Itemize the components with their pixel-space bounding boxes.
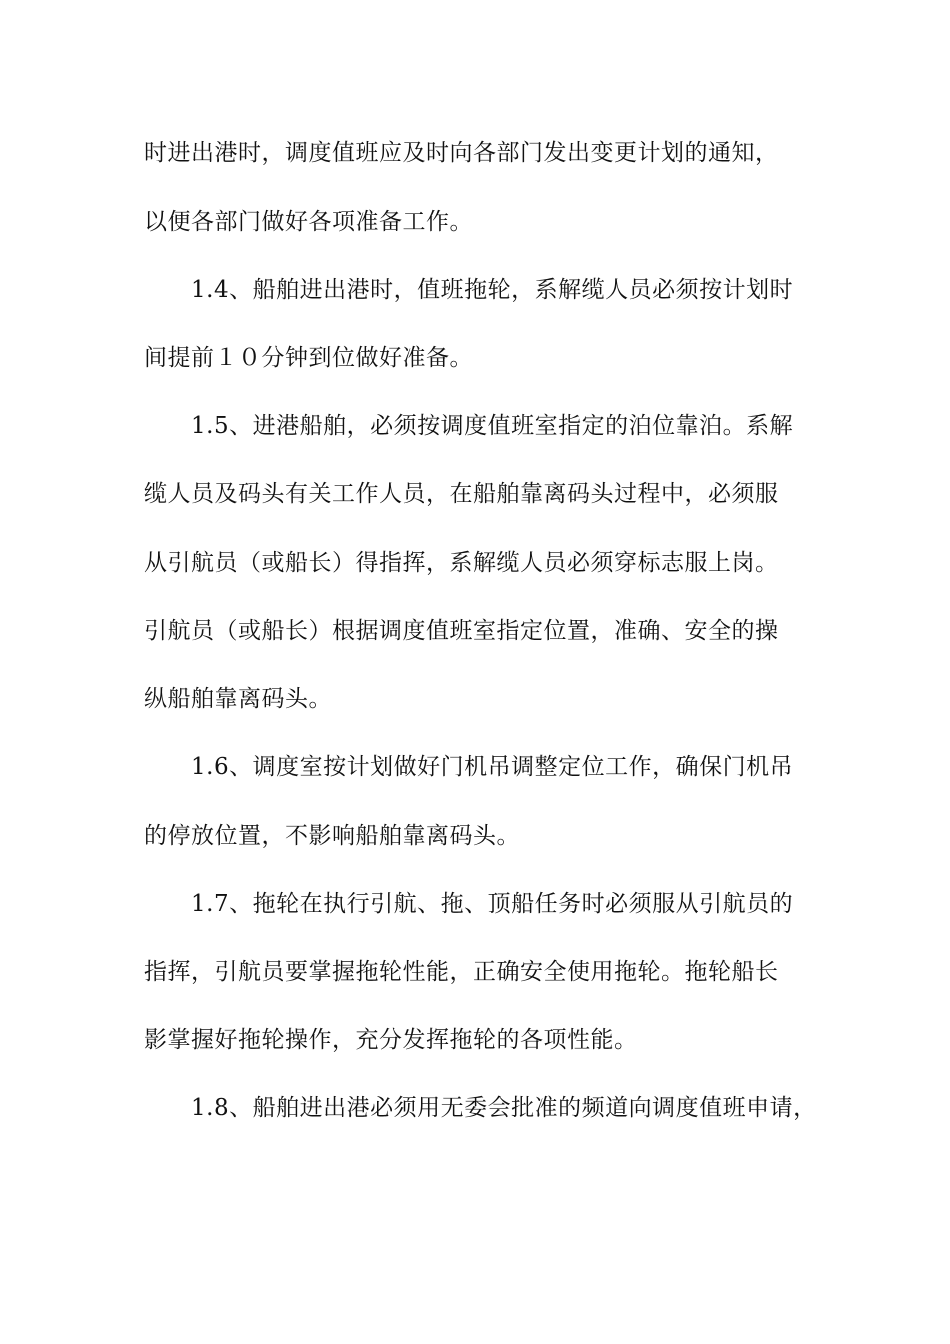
paragraph-1-6-line-1: 1.6、调度室按计划做好门机吊调整定位工作，确保门机吊 xyxy=(191,754,794,780)
paragraph-1-5-line-4: 引航员（或船长）根据调度值班室指定位置，准确、安全的操 xyxy=(144,618,779,644)
paragraph-1-6-line-2: 的停放位置，不影响船舶靠离码头。 xyxy=(144,823,520,849)
paragraph-1-5-line-2: 缆人员及码头有关工作人员，在船舶靠离码头过程中，必须服 xyxy=(144,481,779,507)
paragraph-1-5-line-1: 1.5、进港船舶，必须按调度值班室指定的泊位靠泊。系解 xyxy=(191,413,794,439)
paragraph-1-4-line-2: 间提前１０分钟到位做好准备。 xyxy=(144,345,473,371)
paragraph-1-7-line-2: 指挥，引航员要掌握拖轮性能，正确安全使用拖轮。拖轮船长 xyxy=(144,959,779,985)
paragraph-1-4-line-1: 1.4、船舶进出港时，值班拖轮，系解缆人员必须按计划时 xyxy=(191,277,794,303)
text-line-2: 以便各部门做好各项准备工作。 xyxy=(144,209,473,235)
paragraph-1-5-line-3: 从引航员（或船长）得指挥，系解缆人员必须穿标志服上岗。 xyxy=(144,550,779,576)
paragraph-1-5-line-5: 纵船舶靠离码头。 xyxy=(144,686,332,712)
paragraph-1-7-line-3: 影掌握好拖轮操作，充分发挥拖轮的各项性能。 xyxy=(144,1027,638,1053)
paragraph-1-7-line-1: 1.7、拖轮在执行引航、拖、顶船任务时必须服从引航员的 xyxy=(191,891,794,917)
paragraph-1-8-line-1: 1.8、船舶进出港必须用无委会批准的频道向调度值班申请， xyxy=(191,1095,817,1121)
text-line-1: 时进出港时，调度值班应及时向各部门发出变更计划的通知， xyxy=(144,140,779,166)
